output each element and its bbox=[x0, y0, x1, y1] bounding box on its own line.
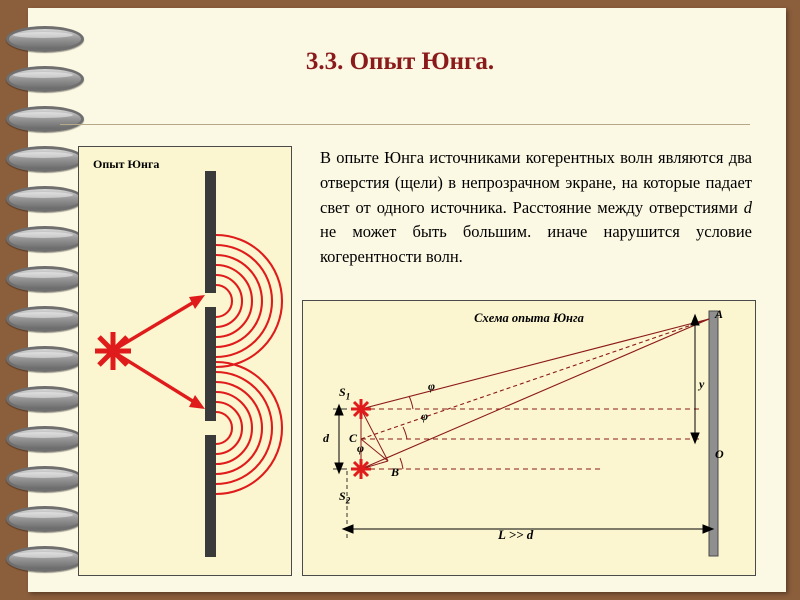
scheme-title: Схема опыта Юнга bbox=[474, 311, 584, 325]
label-o: O bbox=[715, 447, 724, 461]
label-a: A bbox=[715, 307, 724, 321]
young-experiment-figure bbox=[78, 146, 292, 576]
figure-caption: Опыт Юнга bbox=[93, 157, 160, 171]
label-phi-2: φ bbox=[421, 409, 429, 423]
label-c: C bbox=[349, 431, 358, 445]
title-divider bbox=[60, 124, 750, 125]
barrier-segment-middle bbox=[205, 307, 216, 421]
page-title: 3.3. Опыт Юнга. bbox=[305, 48, 495, 75]
angle-arcs bbox=[400, 396, 413, 469]
reference-horizontals bbox=[361, 409, 703, 469]
body-paragraph: В опыте Юнга источниками когерентных волн являются два отверстия (щели) в непрозрачном экране, на которые падает свет от одного источника. Расстояние между отверстиями d не может быть большим. иначе нарушится условие когерентности волн. bbox=[320, 148, 752, 266]
wavefronts-upper bbox=[216, 235, 282, 367]
wavefronts-lower bbox=[216, 362, 282, 494]
label-phi-3: φ bbox=[357, 441, 365, 455]
dimension-d bbox=[333, 405, 347, 473]
label-phi-1: φ bbox=[428, 379, 436, 393]
dimension-y bbox=[691, 315, 699, 443]
red-star-source bbox=[351, 399, 371, 419]
red-star-source bbox=[95, 332, 131, 370]
scheme-figure bbox=[302, 300, 756, 576]
barrier-segment-top bbox=[205, 171, 216, 293]
label-b: B bbox=[391, 465, 400, 479]
label-d: d bbox=[323, 431, 329, 445]
label-s2: $S_2$ bbox=[339, 489, 351, 506]
label-y: y bbox=[699, 377, 705, 391]
label-s1: $S_1$ bbox=[339, 385, 351, 402]
rays-to-A bbox=[361, 319, 709, 469]
red-star-source bbox=[351, 459, 371, 479]
label-distance: L >> d bbox=[498, 527, 534, 542]
barrier-segment-bottom bbox=[205, 435, 216, 557]
young-experiment-drawing bbox=[79, 147, 289, 573]
observation-screen bbox=[709, 311, 718, 556]
